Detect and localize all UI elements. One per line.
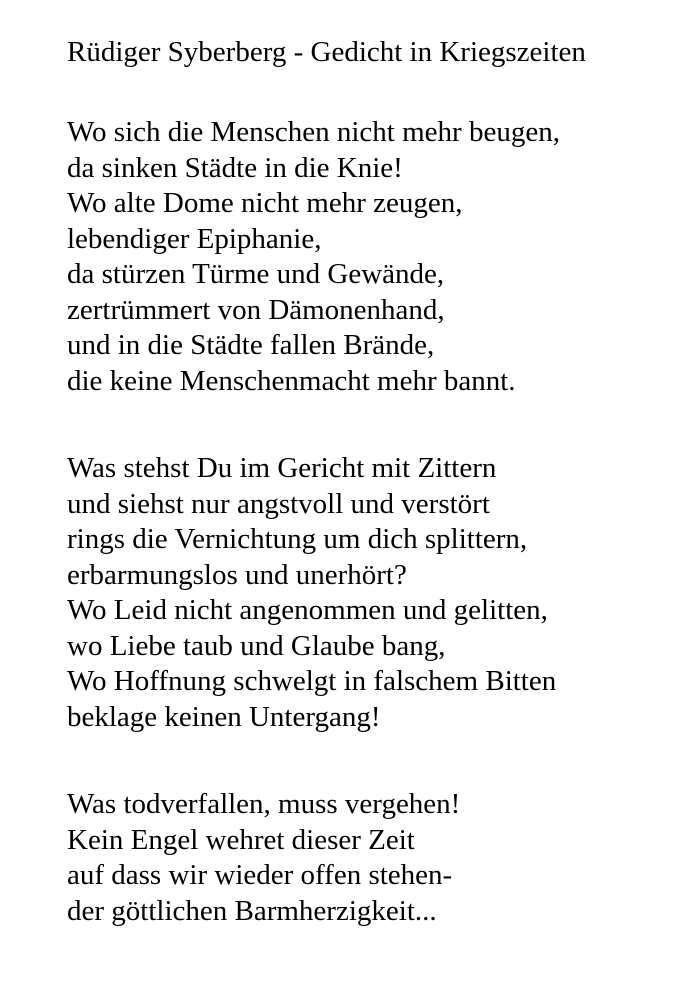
poem-line: da stürzen Türme und Gewände, [67, 258, 445, 290]
poem-line: beklage keinen Untergang! [67, 700, 381, 733]
poem-line: lebendiger Epiphanie, [67, 222, 322, 255]
poem-line: Was todverfallen, muss vergehen! [67, 788, 461, 820]
stanza-3 [67, 787, 460, 929]
poem-line: zertrümmert von Dämonenhand, [67, 293, 445, 326]
poem-line: erbarmungslos und unerhört? [67, 558, 407, 591]
poem-line: wo Liebe taub und Glaube bang, [67, 629, 446, 662]
poem-line: und siehst nur angstvoll und verstört [67, 487, 490, 520]
poem-line: Wo Hoffnung schwelgt in falschem Bitten [67, 665, 557, 697]
stanza-1 [67, 115, 560, 399]
poem-line: und in die Städte fallen Brände, [67, 329, 435, 361]
poem-line: Wo Leid nicht angenommen und gelitten, [67, 594, 548, 626]
poem-line: Wo sich die Menschen nicht mehr beugen, [67, 116, 560, 148]
poem-line: da sinken Städte in die Knie! [67, 151, 403, 184]
poem-line: Was stehst Du im Gericht mit Zittern [67, 452, 497, 484]
poem-line: Wo alte Dome nicht mehr zeugen, [67, 187, 463, 219]
poem-line: auf dass wir wieder offen stehen- [67, 859, 453, 891]
poem-title: Rüdiger Syberberg - Gedicht in Kriegszeiten [67, 36, 586, 68]
poem-line: Kein Engel wehret dieser Zeit [67, 823, 415, 856]
stanza-2 [67, 451, 556, 735]
poem-line: rings die Vernichtung um dich splittern, [67, 523, 528, 555]
poem-line: die keine Menschenmacht mehr bannt. [67, 364, 516, 397]
poem-line: der göttlichen Barmherzigkeit... [67, 894, 437, 927]
